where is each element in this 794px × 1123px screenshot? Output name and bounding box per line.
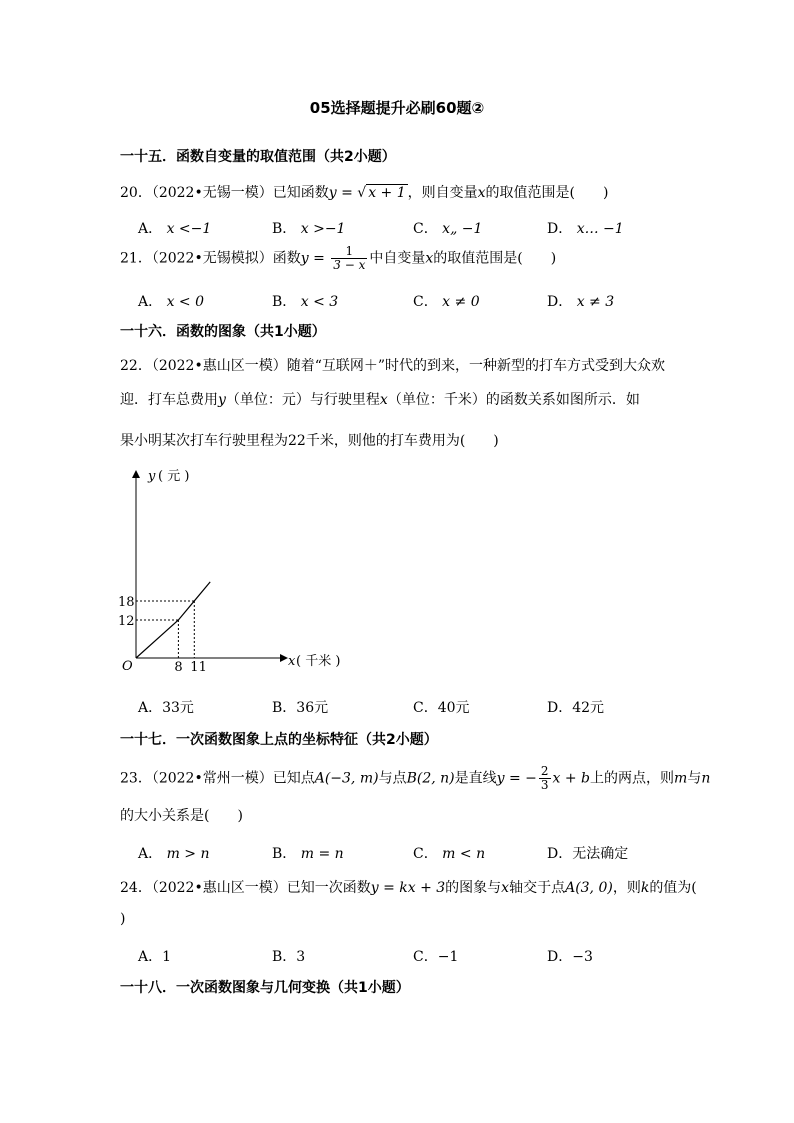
q23-option-b: B． m = n [272, 846, 344, 862]
x-axis-var: x [288, 654, 296, 669]
question-20: 20．（2022•无锡一模）已知函数y = √ x + 1 ，则自变量x的取值范围是( ) [120, 185, 609, 201]
y-tick-label: 12 [118, 613, 135, 629]
q21-var-y: y [300, 250, 309, 267]
q22-line1: 22．（2022•惠山区一模）随着“互联网＋”时代的到来，一种新型的打车方式受到大众欢 [120, 358, 666, 374]
q20-option-a: A． x <−1 [138, 221, 212, 237]
q22-option-a: A．33元 [138, 700, 194, 716]
y-axis-unit: ( 元 ) [158, 469, 190, 484]
q21-prefix: 21．（2022•无锡模拟）函数 [120, 250, 301, 267]
question-23: 23．（2022•常州一模）已知点A(−3, m)与点B(2, n)是直线y = − $\frac{2}{3}$ x + b上的两点，则m与n [120, 764, 711, 792]
q21-option-d: D． x ≠ 3 [547, 294, 615, 310]
q22-line2: 迎．打车总费用y（单位：元）与行驶里程x（单位：千米）的函数关系如图所示．如 [120, 392, 640, 408]
q20-var-x: x [477, 185, 486, 201]
y-axis-arrow [132, 470, 140, 478]
x-tick-label: 8 [174, 660, 183, 675]
q20-prefix: 20．（2022•无锡一模）已知函数 [120, 185, 329, 201]
section-heading-16: 一十六．函数的图象（共1小题） [120, 324, 326, 340]
q21-rest2: 的取值范围是( ) [433, 250, 557, 267]
section-heading-17: 一十七．一次函数图象上点的坐标特征（共2小题） [120, 732, 438, 748]
y-axis-var: y [148, 469, 156, 484]
q20-sqrt: x + 1 [368, 185, 406, 201]
question-21 [120, 245, 556, 272]
q21-eq: = [308, 250, 330, 267]
y-tick-label: 18 [118, 594, 135, 610]
q23-option-d: D．无法确定 [547, 846, 629, 862]
q24-option-d: D．−3 [547, 949, 593, 965]
q22-option-c: C．40元 [413, 700, 470, 716]
origin-label: O [122, 659, 133, 674]
section-heading-15: 一十五．函数自变量的取值范围（共2小题） [120, 149, 396, 165]
question-24: 24．（2022•惠山区一模）已知一次函数y = kx + 3的图象与x轴交于点A(3, 0)，则k的值为( [120, 880, 697, 896]
q22-option-d: D．42元 [547, 700, 605, 716]
section-heading-18: 一十八．一次函数图象与几何变换（共1小题） [120, 980, 410, 996]
q20-option-d: D． x… −1 [547, 221, 624, 237]
q21-rest1: 中自变量 [369, 250, 426, 267]
q20-var-y: y [328, 185, 337, 201]
q23-line2: 的大小关系是( ) [120, 808, 243, 824]
q22-option-b: B．36元 [272, 700, 329, 716]
q24-line2: ) [120, 911, 126, 927]
q21-var-x: x [425, 250, 434, 267]
q23-option-c: C． m < n [413, 846, 486, 862]
q24-option-a: A．1 [138, 949, 172, 965]
q21-fraction: $\frac{1}{3 - x}$ [333, 244, 366, 272]
q23-option-a: A． m > n [138, 846, 210, 862]
x-axis-unit: ( 千米 ) [296, 654, 341, 669]
x-tick-label: 11 [190, 660, 207, 675]
fare-graph [118, 460, 358, 680]
q20-rest1: ，则自变量 [407, 185, 478, 201]
page-title: 05选择题提升必刷60题② [309, 99, 485, 117]
q23-fraction: $\frac{2}{3}$ [540, 764, 549, 792]
q20-eq: = [336, 185, 358, 201]
q20-option-b: B． x >−1 [272, 221, 346, 237]
q24-option-b: B．3 [272, 949, 306, 965]
q24-option-c: C．−1 [413, 949, 459, 965]
q20-option-c: C． x„ −1 [413, 221, 483, 237]
q20-rest2: 的取值范围是( ) [485, 185, 609, 201]
q21-option-b: B． x < 3 [272, 294, 339, 310]
q21-option-c: C． x ≠ 0 [413, 294, 480, 310]
x-axis-arrow [280, 654, 288, 662]
q22-line3: 果小明某次打车行驶里程为22千米，则他的打车费用为( ) [120, 433, 499, 449]
q21-option-a: A． x < 0 [138, 294, 205, 310]
